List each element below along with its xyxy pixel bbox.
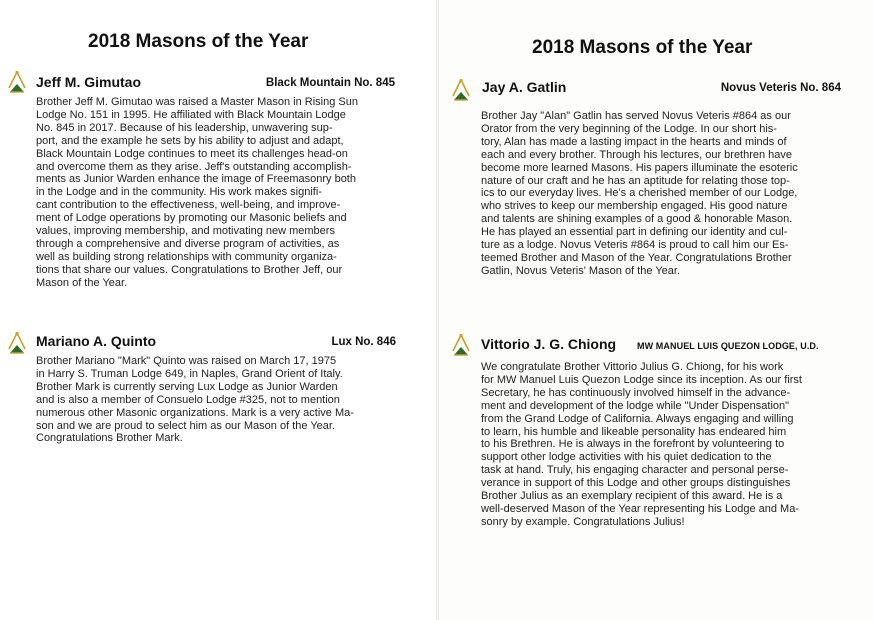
square-and-compass-icon <box>450 78 472 102</box>
entry-name-jay: Jay A. Gatlin <box>482 79 567 95</box>
entry-lodge-jay: Novus Veteris No. 864 <box>720 82 841 94</box>
body-line: Brother Julius as an exemplary recipient of this award. He is a <box>481 490 783 503</box>
body-line: Orator from the very beginning of the Lodge. In our short his- <box>481 122 777 135</box>
body-line: values, improving membership, and motivating new members <box>36 225 335 238</box>
body-line: verance in support of this Lodge and other groups distinguishes <box>481 477 791 490</box>
body-line: Brother Mariano "Mark" Quinto was raised on March 17, 1975 <box>36 355 337 367</box>
body-line: Mason of the Year. <box>36 276 128 289</box>
page-gutter <box>436 0 439 620</box>
body-line: nature of our craft and he has an aptitude for relating those top- <box>481 174 790 187</box>
body-line: ics to our everyday lives. He's a cherished member of our Lodge, <box>481 187 798 200</box>
body-line: support other lodge activities with his quiet dedication to the <box>481 451 772 464</box>
body-line: and is also a member of Consuelo Lodge #325, not to mention <box>36 393 340 406</box>
body-line: ment of Lodge operations by promoting our Masonic beliefs and <box>36 212 347 225</box>
body-line: Black Mountain Lodge continues to meet its challenges head-on <box>36 147 348 160</box>
entry-name-vittorio: Vittorio J. G. Chiong <box>481 336 617 352</box>
body-line: through a comprehensive and diverse program of activities, as <box>36 237 340 250</box>
body-line: ment and development of the lodge while "Under Dispensation" <box>481 399 790 412</box>
body-line: become more learned Masons. His papers illuminate the esoteric <box>481 161 798 174</box>
body-line: tory, Alan has made a lasting impact in the hearts and minds of <box>481 135 787 148</box>
right-page-title: 2018 Masons of the Year <box>532 37 753 58</box>
body-line: No. 845 in 2017. Because of his leadership, unwavering sup- <box>36 121 333 134</box>
body-line: who strives to keep our membership engaged. His good nature <box>481 200 788 213</box>
square-and-compass-icon <box>6 331 28 355</box>
body-line: each and every brother. Through his lectures, our brethren have <box>481 148 793 161</box>
body-line: task at hand. Truly, his engaging character and personal perse- <box>481 464 789 477</box>
entry-body-vittorio <box>481 361 802 529</box>
body-line: in Harry S. Truman Lodge 649, in Naples, Grand Orient of Italy. <box>36 367 343 380</box>
body-line: for MW Manuel Luis Quezon Lodge since its inception. As our first <box>481 373 802 386</box>
body-line: well as building strong relationships with community organiza- <box>36 250 337 263</box>
entry-body-mariano <box>36 355 354 445</box>
body-line: ments as Junior Warden enhance the image of Freemasonry both <box>36 173 356 186</box>
body-line: port, and the example he sets by his ability to adjust and adapt, <box>36 134 344 147</box>
body-line: Gatlin, Novus Veteris' Mason of the Year. <box>481 264 680 277</box>
body-line: He has played an essential part in defining our identity and cul- <box>481 226 788 239</box>
square-and-compass-icon <box>6 70 28 94</box>
body-line: ture as a lodge. Novus Veteris #864 is proud to call him our Es- <box>481 239 789 252</box>
body-line: from the Grand Lodge of California. Always engaging and willing <box>481 412 794 425</box>
body-line: tions that share our values. Congratulations to Brother Jeff, our <box>36 263 343 276</box>
body-line: Congratulations Brother Mark. <box>36 432 183 445</box>
body-line: cant contribution to the effectiveness, well-being, and improve- <box>36 199 341 212</box>
body-line: teemed Brother and Mason of the Year. Congratulations Brother <box>481 251 792 264</box>
body-line: to learn, his humble and likeable personality has endeared him <box>481 425 787 438</box>
entry-body-jay <box>481 110 798 278</box>
body-line: well-deserved Mason of the Year representing his Lodge and Ma- <box>481 502 799 515</box>
entry-body-jeff <box>36 96 358 290</box>
entry-lodge-vittorio: MW MANUEL LUIS QUEZON LODGE, U.D. <box>637 341 819 351</box>
body-line: Lodge No. 151 in 1995. He affiliated with Black Mountain Lodge <box>36 108 346 121</box>
body-line: Brother Jeff M. Gimutao was raised a Master Mason in Rising Sun <box>36 96 358 108</box>
entry-name-mariano: Mariano A. Quinto <box>36 333 157 349</box>
body-line: in the Lodge and in the community. His work makes signifi- <box>36 186 322 199</box>
body-line: to his Brethren. He is always in the forefront by volunteering to <box>481 438 785 451</box>
body-line: sonry by example. Congratulations Julius! <box>481 515 685 528</box>
body-line: numerous other Masonic organizations. Mark is a very active Ma- <box>36 406 354 419</box>
body-line: We congratulate Brother Vittorio Julius G. Chiong, for his work <box>481 361 784 373</box>
body-line: and talents are shining examples of a good & honorable Mason. <box>481 213 793 226</box>
body-line: Brother Jay "Alan" Gatlin has served Novus Veteris #864 as our <box>481 110 791 122</box>
entry-name-jeff: Jeff M. Gimutao <box>36 74 142 90</box>
left-page-title: 2018 Masons of the Year <box>88 31 309 52</box>
entry-lodge-jeff: Black Mountain No. 845 <box>265 77 395 89</box>
body-line: son and we are proud to select him as our Mason of the Year. <box>36 419 336 432</box>
body-line: Brother Mark is currently serving Lux Lodge as Junior Warden <box>36 380 338 393</box>
square-and-compass-icon <box>450 333 472 357</box>
body-line: Secretary, he has continuously involved himself in the advance- <box>481 386 791 399</box>
entry-lodge-mariano: Lux No. 846 <box>331 336 396 348</box>
body-line: and overcome them as they arise. Jeff's outstanding accomplish- <box>36 160 352 173</box>
